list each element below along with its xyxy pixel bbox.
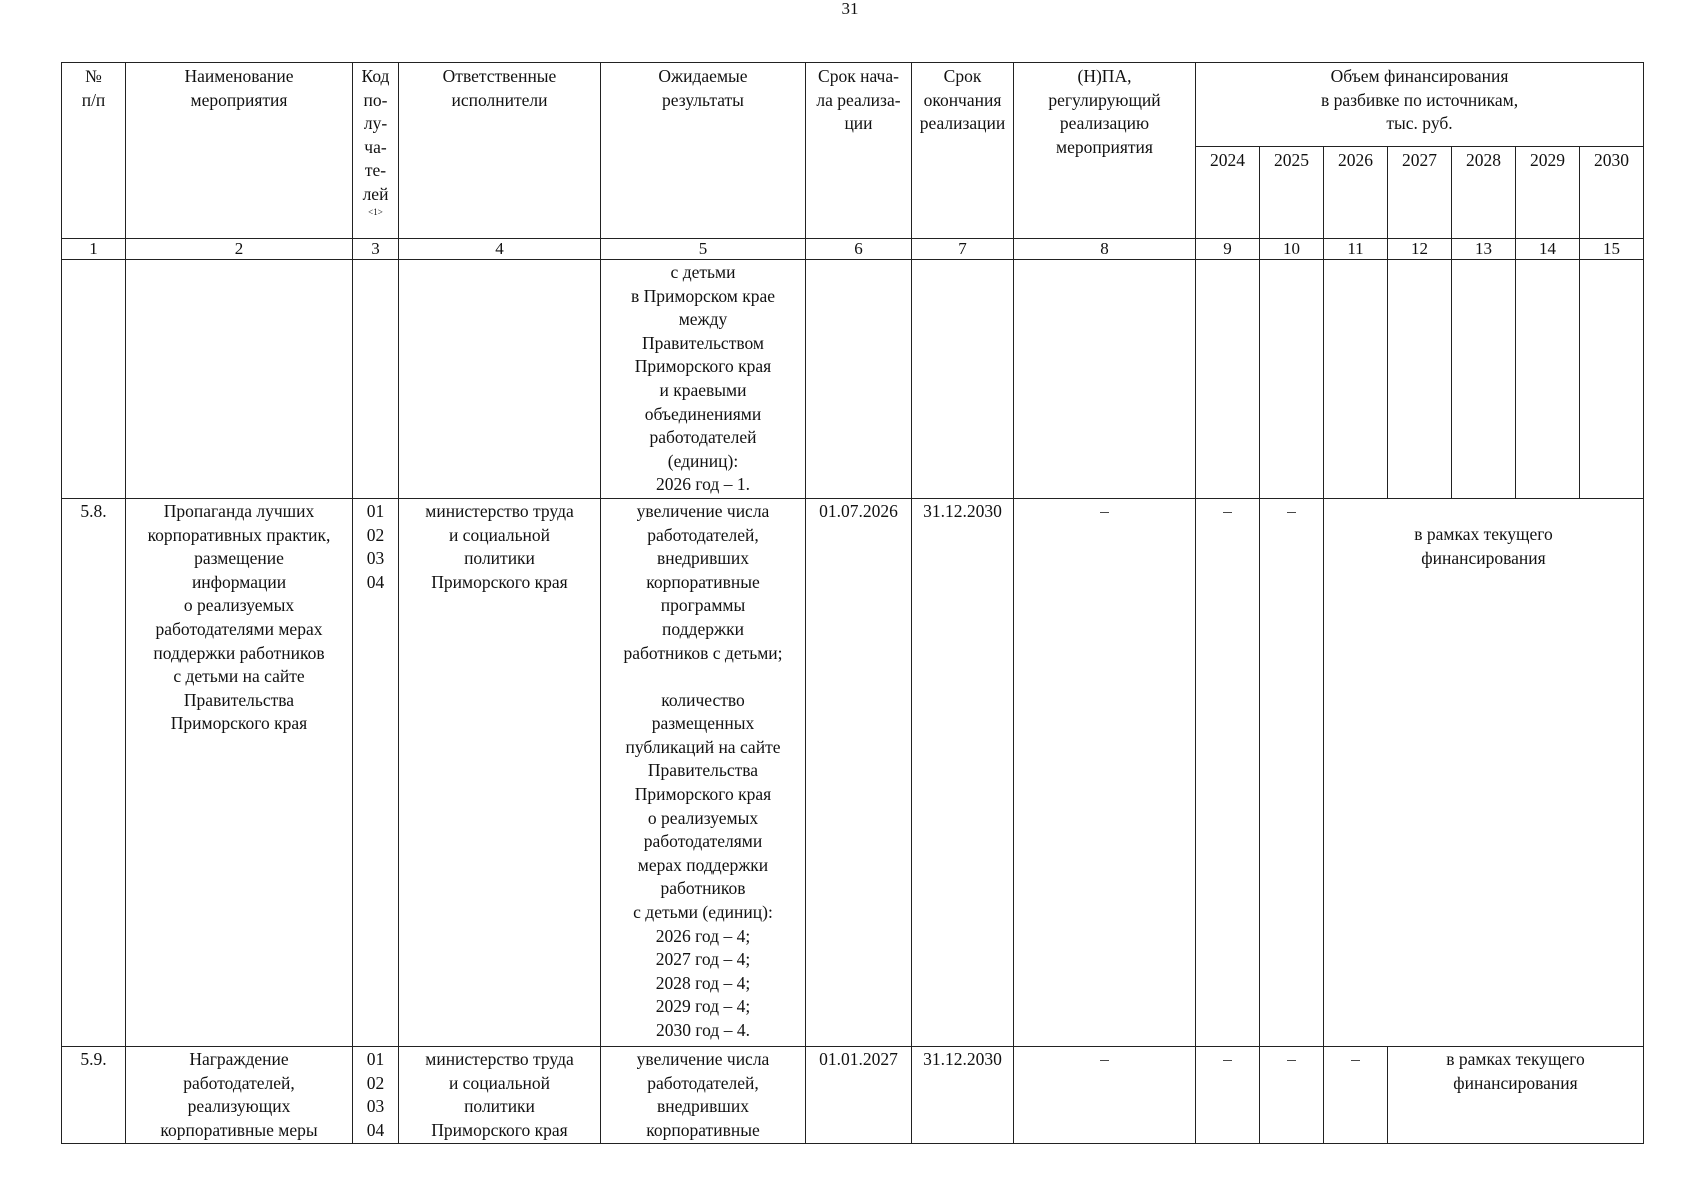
cell-empty xyxy=(62,260,126,499)
cell-empty xyxy=(912,260,1014,499)
header-executors: Ответственные исполнители xyxy=(399,63,601,239)
header-year-2028: 2028 xyxy=(1452,147,1516,239)
cell-end: 31.12.2030 xyxy=(912,498,1014,1046)
header-code: Код по- лу- ча- те- лей xyxy=(361,66,390,204)
cell-results: увеличение числа работодателей, внедривших корпоративные программы поддержки работников с детьми; количество размещенных публикаций на сайте Правительства Приморского края о реализуемых работодателями мерах поддержки работников с детьми (единиц): 2026 год – 4; 2027 год – 4; 2028 год – 4; 2029 год – 4; 2030 год – 4. xyxy=(601,498,806,1046)
cell-finance-note: в рамках текущего финансирования xyxy=(1388,1046,1644,1143)
cell-empty xyxy=(1324,260,1388,499)
header-year-2029: 2029 xyxy=(1516,147,1580,239)
cell-empty xyxy=(126,260,353,499)
header-num: № п/п xyxy=(62,63,126,239)
column-number: 1 xyxy=(62,239,126,260)
column-number: 15 xyxy=(1580,239,1644,260)
column-number: 6 xyxy=(806,239,912,260)
column-number: 10 xyxy=(1260,239,1324,260)
cell-end: 31.12.2030 xyxy=(912,1046,1014,1143)
header-end: Срок окончания реализации xyxy=(912,63,1014,239)
column-number: 3 xyxy=(353,239,399,260)
cell-empty xyxy=(1452,260,1516,499)
column-number: 2 xyxy=(126,239,353,260)
cell-name: Пропаганда лучших корпоративных практик, размещение информации о реализуемых работодателями мерах поддержки работников с детьми на сайте Правительства Приморского края xyxy=(126,498,353,1046)
column-number: 4 xyxy=(399,239,601,260)
cell-start: 01.07.2026 xyxy=(806,498,912,1046)
header-results: Ожидаемые результаты xyxy=(601,63,806,239)
header-year-2030: 2030 xyxy=(1580,147,1644,239)
cell-2024: – xyxy=(1196,498,1260,1046)
header-npa: (Н)ПА, регулирующий реализацию мероприятия xyxy=(1014,63,1196,239)
cell-empty xyxy=(806,260,912,499)
column-number: 12 xyxy=(1388,239,1452,260)
header-finance: Объем финансирования в разбивке по источникам, тыс. руб. xyxy=(1196,63,1644,147)
cell-results: увеличение числа работодателей, внедривших корпоративные xyxy=(601,1046,806,1143)
column-number: 9 xyxy=(1196,239,1260,260)
cell-2025: – xyxy=(1260,498,1324,1046)
column-number: 13 xyxy=(1452,239,1516,260)
cell-2025: – xyxy=(1260,1046,1324,1143)
column-number: 5 xyxy=(601,239,806,260)
cell-num: 5.8. xyxy=(62,498,126,1046)
cell-empty xyxy=(1388,260,1452,499)
cell-results: с детьми в Приморском крае между Правительством Приморского края и краевыми объединениями работодателей (единиц): 2026 год – 1. xyxy=(601,260,806,499)
column-number: 14 xyxy=(1516,239,1580,260)
activities-table xyxy=(61,62,1644,1144)
cell-name: Награждение работодателей, реализующих корпоративные меры xyxy=(126,1046,353,1143)
cell-num: 5.9. xyxy=(62,1046,126,1143)
cell-npa: – xyxy=(1014,498,1196,1046)
page-number: 31 xyxy=(841,2,859,14)
table-row xyxy=(62,260,1644,499)
cell-empty xyxy=(353,260,399,499)
cell-codes: 01 02 03 04 xyxy=(353,498,399,1046)
cell-npa: – xyxy=(1014,1046,1196,1143)
cell-2024: – xyxy=(1196,1046,1260,1143)
column-number: 11 xyxy=(1324,239,1388,260)
header-name: Наименование мероприятия xyxy=(126,63,353,239)
header-year-2024: 2024 xyxy=(1196,147,1260,239)
header-year-2027: 2027 xyxy=(1388,147,1452,239)
cell-empty xyxy=(399,260,601,499)
header-year-2025: 2025 xyxy=(1260,147,1324,239)
cell-finance-note: в рамках текущего финансирования xyxy=(1324,498,1644,1046)
cell-empty xyxy=(1580,260,1644,499)
table-row xyxy=(62,1046,1644,1143)
header-code-cell xyxy=(353,63,399,239)
header-code-note: <1> xyxy=(368,206,383,217)
header-year-2026: 2026 xyxy=(1324,147,1388,239)
column-number: 7 xyxy=(912,239,1014,260)
cell-empty xyxy=(1196,260,1260,499)
column-number: 8 xyxy=(1014,239,1196,260)
cell-empty xyxy=(1260,260,1324,499)
cell-2026: – xyxy=(1324,1046,1388,1143)
cell-empty xyxy=(1014,260,1196,499)
cell-start: 01.01.2027 xyxy=(806,1046,912,1143)
cell-executors: министерство труда и социальной политики Приморского края xyxy=(399,498,601,1046)
cell-empty xyxy=(1516,260,1580,499)
cell-codes: 01 02 03 04 xyxy=(353,1046,399,1143)
table-row xyxy=(62,498,1644,1046)
cell-executors: министерство труда и социальной политики Приморского края xyxy=(399,1046,601,1143)
header-start: Срок нача- ла реализа- ции xyxy=(806,63,912,239)
